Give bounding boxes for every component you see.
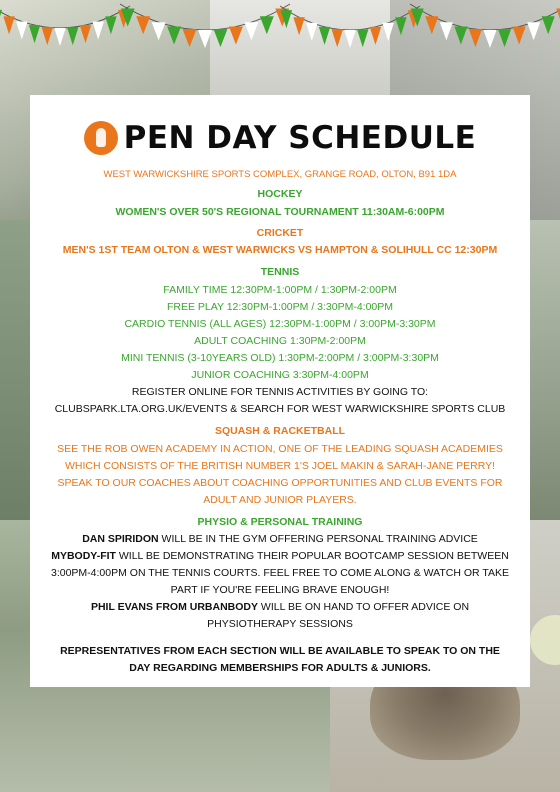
squash-text: SPEAK TO OUR COACHES ABOUT COACHING OPPORTUNITIES AND CLUB EVENTS FOR [57,477,503,489]
physio-heading: PHYSIO & PERSONAL TRAINING [197,516,363,528]
bunting-flag [260,16,274,34]
bunting-flag [542,16,555,34]
bunting-flag [54,28,65,46]
bunting-flag [167,27,181,45]
squash-text: SEE THE ROB OWEN ACADEMY IN ACTION, ONE OF THE LEADING SQUASH ACADEMIES [57,443,503,455]
bunting-flag [556,9,560,27]
bunting-flag [229,27,243,45]
bunting-flag [370,27,381,45]
bunting-flag [198,30,212,48]
bunting-flag [80,25,91,43]
physio-text-rest: WILL BE IN THE GYM OFFERING PERSONAL TRAINING ADVICE [158,533,478,545]
bunting-flag [454,27,467,45]
bunting-flag [306,23,317,41]
physio-text [30,600,530,614]
physio-name: PHIL EVANS FROM URBANBODY [90,601,259,613]
title-row [30,117,530,159]
bunting-flag [382,23,393,41]
cricket-event: MEN'S 1ST TEAM OLTON & WEST WARWICKS VS HAMPTON & SOLIHULL CC 12:30PM [62,244,498,256]
bunting-flag [105,16,116,34]
bunting-flag [527,22,540,40]
bunting-flag [483,30,496,48]
physio-text-rest: WILL BE ON HAND TO OFFER ADVICE ON [258,601,470,613]
squash-heading: SQUASH & RACKETBALL [214,425,346,437]
hockey-event: WOMEN'S OVER 50'S REGIONAL TOURNAMENT 11:30AM-6:00PM [115,206,445,218]
tennis-session: ADULT COACHING 1:30PM-2:00PM [194,335,366,347]
bunting-flag [16,21,27,39]
bunting-flag [214,29,228,47]
bunting-flag [152,22,166,40]
hockey-heading: HOCKEY [257,188,303,200]
physio-text [30,549,530,563]
bunting-flag [319,27,330,45]
bunting-flag [498,29,511,47]
bunting-flag [332,29,343,47]
tennis-session: FAMILY TIME 12:30PM-1:00PM / 1:30PM-2:00PM [163,284,397,296]
bunting-decoration [0,0,560,70]
bunting-flag [293,17,304,35]
bunting-flag [469,29,482,47]
sports-club-logo-icon [84,121,118,155]
bunting-flag [183,29,197,47]
bunting-flag [425,16,438,34]
bunting-flag [395,17,406,35]
bunting-flag [513,27,526,45]
bunting-flag [344,30,355,48]
bunting-flag [3,16,14,34]
schedule-card [30,95,530,687]
footer-note: DAY REGARDING MEMBERSHIPS FOR ADULTS & JUNIORS. [129,662,431,674]
squash-text: ADULT AND JUNIOR PLAYERS. [203,494,357,506]
bunting-flag [244,22,258,40]
tennis-register-link: CLUBSPARK.LTA.ORG.UK/EVENTS & SEARCH FOR WEST WARWICKSHIRE SPORTS CLUB [54,403,506,415]
bunting-flag [29,25,40,43]
bunting-flag [67,27,78,45]
trainer-name: DAN SPIRIDON [82,533,159,545]
company-name: MYBODY-FIT [51,550,116,562]
bunting-flag [357,29,368,47]
tennis-session: CARDIO TENNIS (ALL AGES) 12:30PM-1:00PM / 3:00PM-3:30PM [124,318,436,330]
physio-text [30,532,530,546]
tennis-session: FREE PLAY 12:30PM-1:00PM / 3:30PM-4:00PM [166,301,394,313]
bunting-flag [136,16,150,34]
bunting-flag [440,22,453,40]
bunting-flag [42,27,53,45]
cricket-heading: CRICKET [256,227,304,239]
page-title: PEN DAY SCHEDULE [123,120,477,156]
physio-text: PART IF YOU'RE FEELING BRAVE ENOUGH! [170,584,390,596]
physio-text-rest: WILL BE DEMONSTRATING THEIR POPULAR BOOTCAMP SESSION BETWEEN [115,550,509,562]
tennis-heading: TENNIS [260,266,300,278]
physio-text: 3:00PM-4:00PM ON THE TENNIS COURTS. FEEL FREE TO COME ALONG & WATCH OR TAKE [50,567,510,579]
tennis-session: JUNIOR COACHING 3:30PM-4:00PM [191,369,369,381]
tennis-register-text: REGISTER ONLINE FOR TENNIS ACTIVITIES BY GOING TO: [131,386,429,398]
physio-text: PHYSIOTHERAPY SESSIONS [207,618,353,630]
venue-address: WEST WARWICKSHIRE SPORTS COMPLEX, GRANGE ROAD, OLTON, B91 1DA [103,169,457,180]
footer-note: REPRESENTATIVES FROM EACH SECTION WILL BE AVAILABLE TO SPEAK TO ON THE [60,645,500,657]
bunting-flag [92,21,103,39]
tennis-session: MINI TENNIS (3-10YEARS OLD) 1:30PM-2:00PM / 3:00PM-3:30PM [121,352,439,364]
squash-text: WHICH CONSISTS OF THE BRITISH NUMBER 1'S JOEL MAKIN & SARAH-JANE PERRY! [64,460,496,472]
